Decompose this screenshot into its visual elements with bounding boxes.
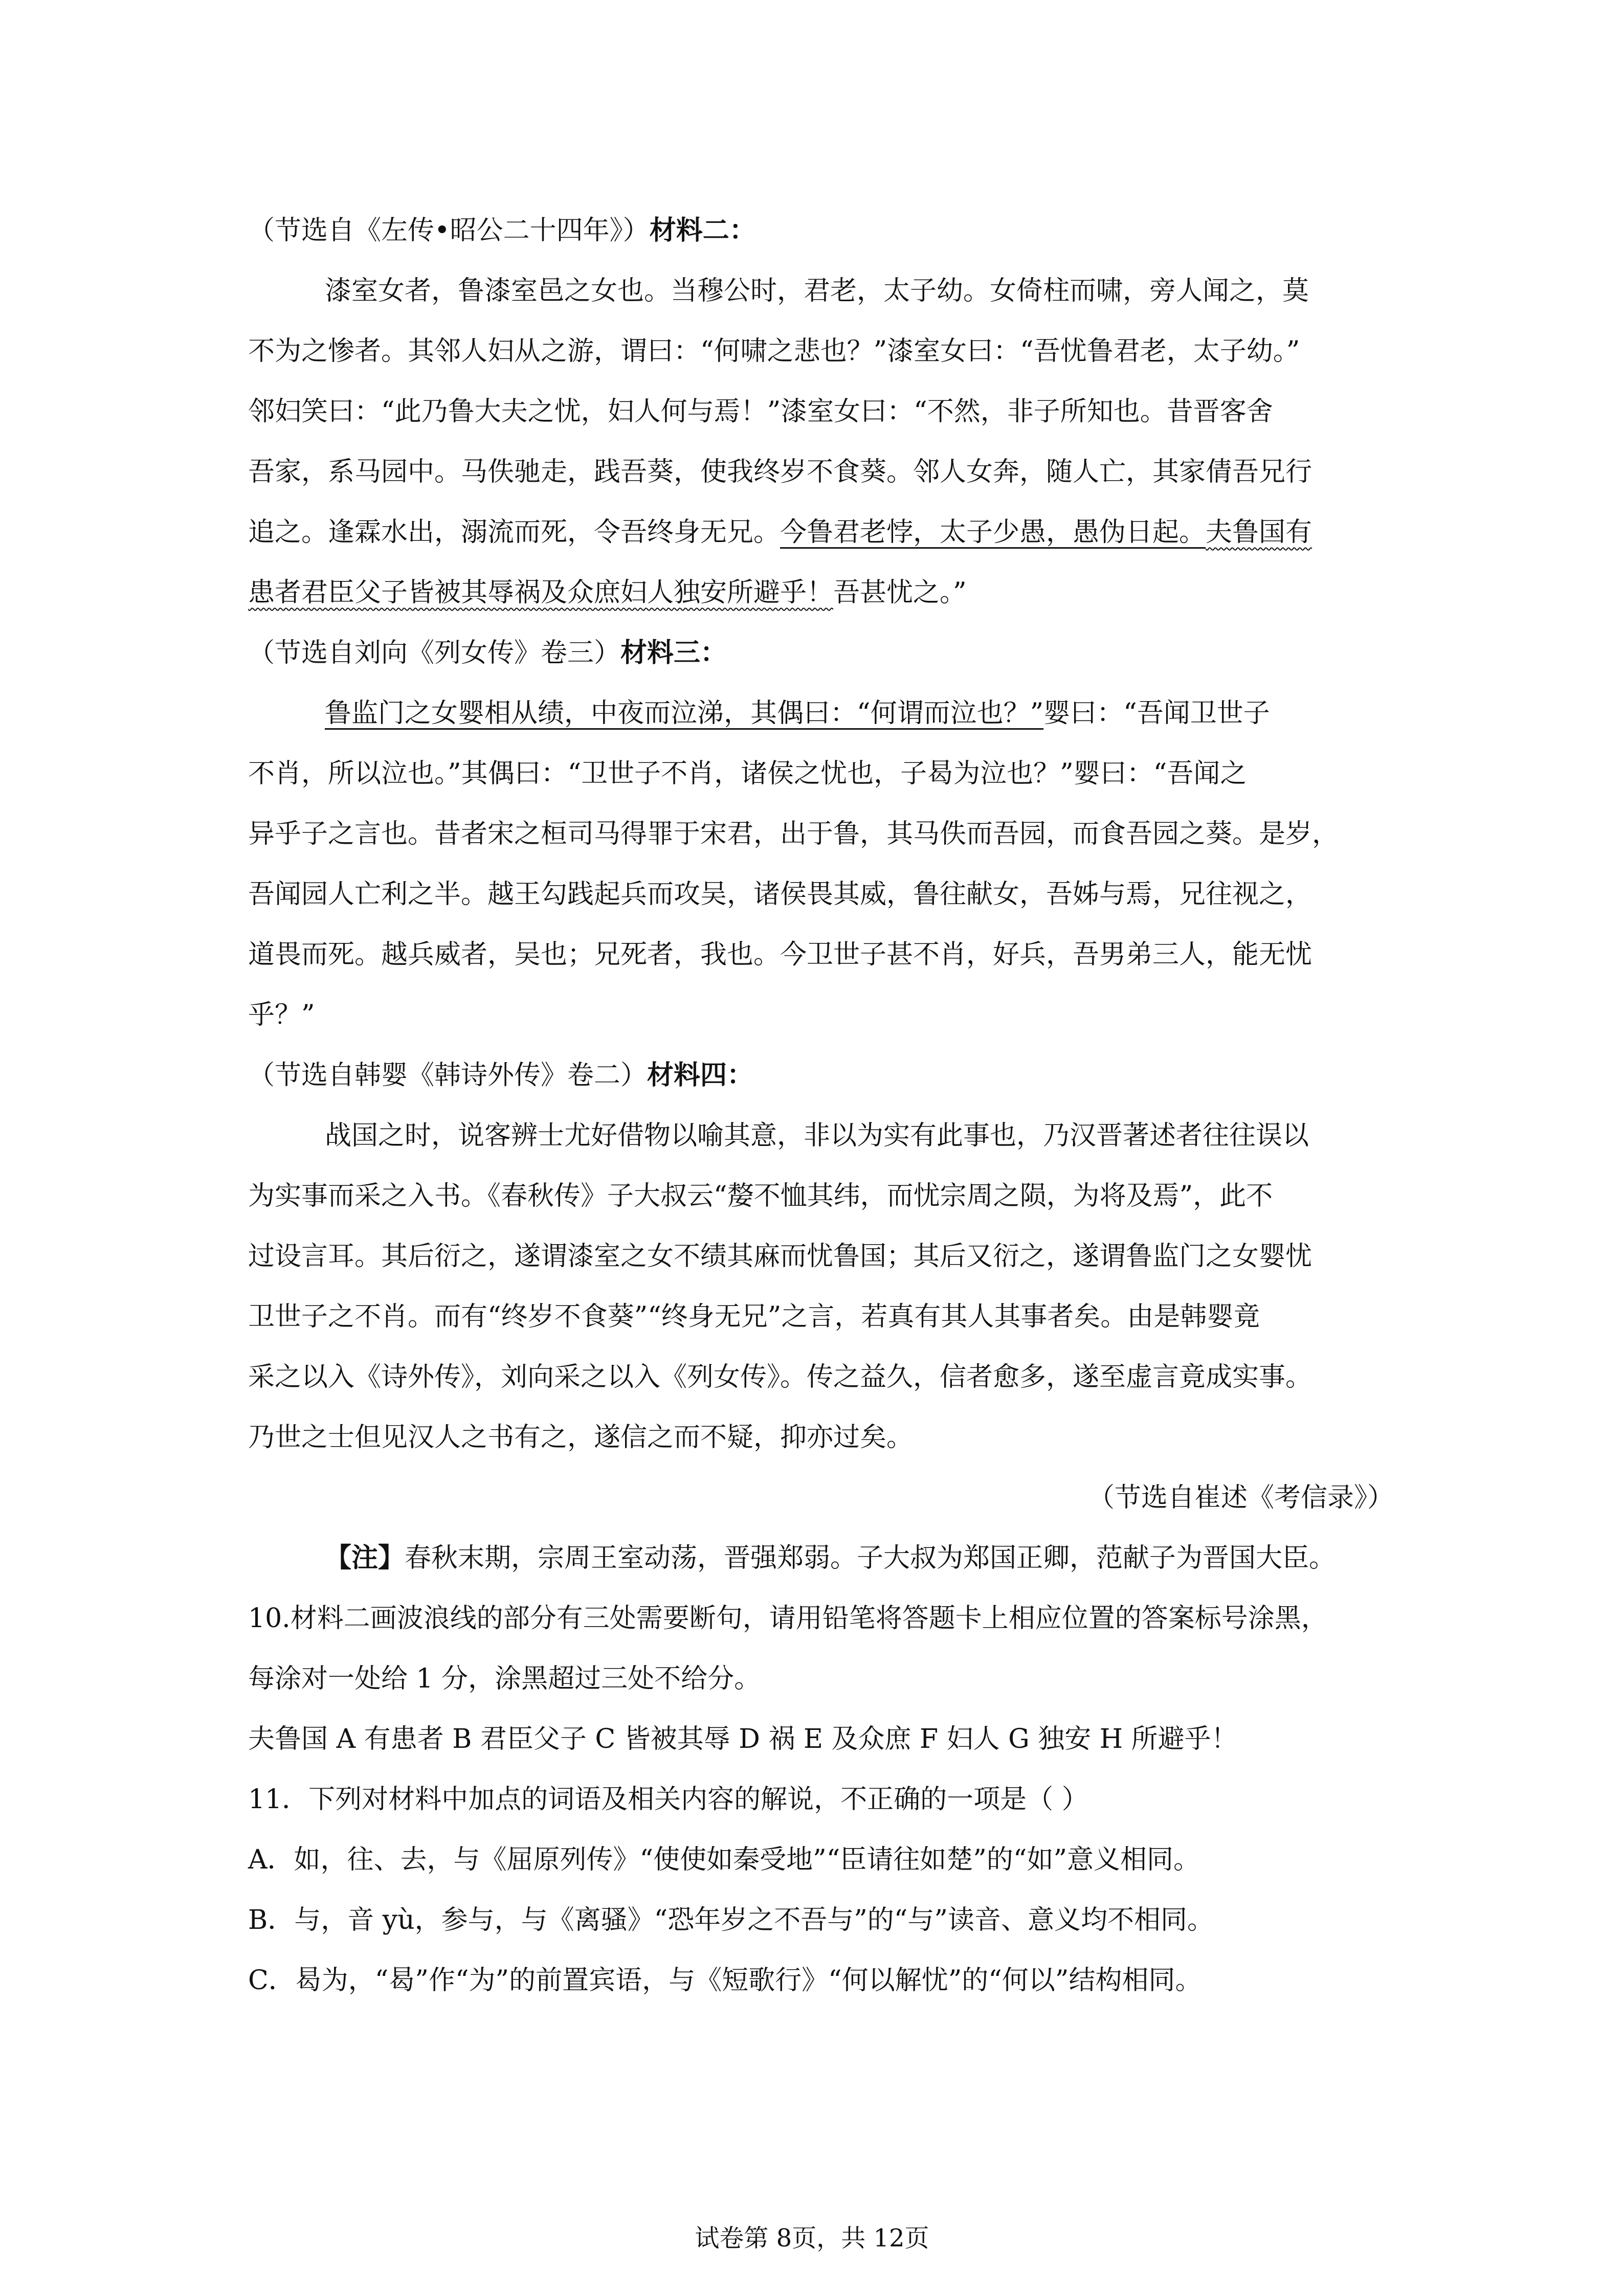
material-label: 材料二： [649, 215, 756, 246]
question-11-option-a: A．如，往、去，与《屈原列传》“使使如秦受地”“臣请往如楚”的“如”意义相同。 [248, 1844, 1200, 1875]
source-line-lienvzhuan [248, 635, 1394, 671]
material4-line: 战国之时，说客辨士尤好借物以喻其意，非以为实有此事也，乃汉晋著述者往往误以 [325, 1120, 1309, 1151]
question-10-options: 夫鲁国 A 有患者 B 君臣父子 C 皆被其辱 D 祸 E 及众庶 F 妇人 G 独安 H 所避乎！ [248, 1724, 1238, 1754]
question-11-option-b: B．与，音 yù，参与，与《离骚》“恐年岁之不吾与”的“与”读音、意义均不相同。 [248, 1905, 1214, 1935]
material2-line [248, 575, 1394, 611]
material2-line: 邻妇笑曰：“此乃鲁大夫之忧，妇人何与焉！”漆室女曰：“不然，非子所知也。昔晋客舍 [248, 396, 1273, 427]
material2-line: 不为之惨者。其邻人妇从之游，谓曰：“何啸之悲也？”漆室女曰：“吾忧鲁君老，太子幼。” [248, 336, 1300, 367]
material4-line: 卫世子之不肖。而有“终岁不食葵”“终身无兄”之言，若真有其人其事者矣。由是韩婴竟 [248, 1301, 1260, 1332]
note-text: 春秋末期，宗周王室动荡，晋强郑弱。子大叔为郑国正卿，范献子为晋国大臣。 [405, 1543, 1336, 1573]
wavy-underlined-text: 夫鲁国有 [1206, 517, 1312, 548]
wavy-underlined-text: 患者君臣父子皆被其辱祸及众庶妇人独安所避乎！ [248, 577, 834, 608]
text-segment: 追之。逢霖水出，溺流而死，令吾终身无兄。 [248, 517, 781, 548]
material-label: 材料三： [620, 637, 727, 668]
material3-line: 异乎子之言也。昔者宋之桓司马得罪于宋君，出于鲁，其马佚而吾园，而食吾园之葵。是岁， [248, 819, 1339, 849]
source-citation: （节选自《左传•昭公二十四年》） [248, 215, 650, 246]
material2-line: 漆室女者，鲁漆室邑之女也。当穆公时，君老，太子幼。女倚柱而啸，旁人闻之，莫 [325, 276, 1309, 306]
source-citation: （节选自刘向《列女传》卷三） [248, 638, 621, 668]
source-line-zuozhuan [248, 213, 1394, 249]
material4-line: 为实事而采之入书。《春秋传》子大叔云“嫠不恤其纬，而忧宗周之陨，为将及焉”，此不 [248, 1181, 1273, 1211]
material3-line: 不肖，所以泣也。”其偶曰：“卫世子不肖，诸侯之忧也，子曷为泣也？”婴曰：“吾闻之 [248, 758, 1247, 789]
material3-line: 道畏而死。越兵威者，吴也；兄死者，我也。今卫世子甚不肖，好兵，吾男弟三人，能无忧 [248, 939, 1312, 970]
underlined-sentence: 鲁监门之女婴相从绩，中夜而泣涕，其偶曰：“何谓而泣也？” [325, 698, 1044, 729]
question-10-line: 10.材料二画波浪线的部分有三处需要断句，请用铅笔将答题卡上相应位置的答案标号涂黑， [248, 1603, 1328, 1634]
material4-line: 乃世之士但见汉人之书有之，遂信之而不疑，抑亦过矣。 [248, 1422, 914, 1453]
source-line-hanshiwaizhuan [248, 1057, 1394, 1093]
material-label: 材料四： [647, 1060, 754, 1091]
question-10-line: 每涂对一处给 1 分，涂黑超过三处不给分。 [248, 1663, 761, 1694]
underlined-sentence: 今鲁君老悖，太子少愚，愚伪日起。 [780, 517, 1206, 548]
page-footer: 试卷第 8页，共 12页 [695, 2224, 929, 2253]
material3-line: 乎？” [248, 1000, 315, 1030]
text-segment: 婴曰：“吾闻卫世子 [1043, 698, 1270, 729]
note [325, 1540, 1394, 1576]
material4-line: 过设言耳。其后衍之，遂谓漆室之女不绩其麻而忧鲁国；其后又衍之，遂谓鲁监门之女婴忧 [248, 1241, 1312, 1272]
question-11-stem: 11．下列对材料中加点的词语及相关内容的解说，不正确的一项是（ ） [248, 1784, 1088, 1815]
material3-line: 吾闻园人亡利之半。越王勾践起兵而攻吴，诸侯畏其威，鲁往献女，吾姊与焉，兄往视之， [248, 879, 1312, 910]
source-citation-kaoxinlu: （节选自崔述《考信录》） [1087, 1482, 1394, 1513]
source-citation: （节选自韩婴《韩诗外传》卷二） [248, 1060, 648, 1091]
text-segment: 吾甚忧之。” [833, 577, 967, 608]
material2-line [248, 514, 1394, 550]
material4-line: 采之以入《诗外传》，刘向采之以入《列女传》。传之益久，信者愈多，遂至虚言竟成实事。 [248, 1362, 1312, 1392]
note-label: 【注】 [325, 1542, 405, 1573]
material3-line [325, 695, 1394, 731]
material2-line: 吾家，系马园中。马佚驰走，践吾葵，使我终岁不食葵。邻人女奔，随人亡，其家倩吾兄行 [248, 457, 1312, 487]
question-11-option-c: C．曷为，“曷”作“为”的前置宾语，与《短歌行》“何以解忧”的“何以”结构相同。 [248, 1965, 1202, 1996]
